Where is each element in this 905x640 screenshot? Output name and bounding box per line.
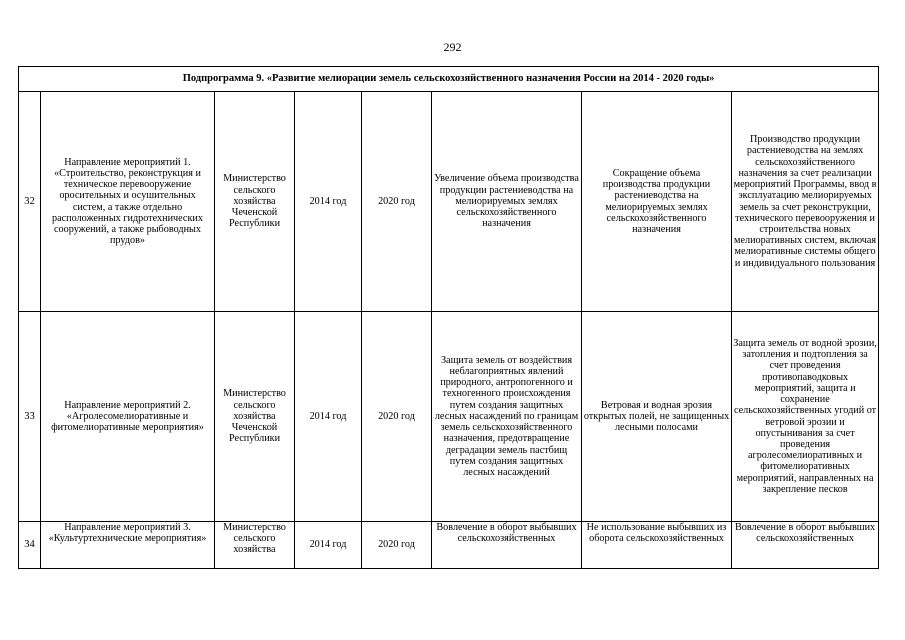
start-year-cell: 2014 год bbox=[295, 522, 362, 569]
table-row bbox=[19, 92, 879, 312]
result-cell: Увеличение объема производства продукции растениеводства на мелиорируемых землях сельскохозяйственного назначения bbox=[432, 92, 582, 312]
end-year-cell: 2020 год bbox=[362, 312, 432, 522]
direction-cell: Направление мероприятий 1. «Строительство, реконструкция и техническое перевооружение оросительных и осушительных систем, а также отдельно расположенных гидротехнических сооружений, а также рыбоводных прудов» bbox=[41, 92, 215, 312]
page-number: 292 bbox=[443, 40, 462, 54]
end-year-cell: 2020 год bbox=[362, 522, 432, 569]
executor-cell: Министерство сельского хозяйства Чеченской Республики bbox=[215, 92, 295, 312]
consequence-cell bbox=[582, 522, 732, 569]
direction-cell bbox=[41, 522, 215, 569]
direction-text: Направление мероприятий 3. «Культуртехнические мероприятия» bbox=[48, 522, 207, 545]
consequence-cell: Сокращение объема производства продукции растениеводства на мелиорируемых землях сельскохозяйственного назначения bbox=[582, 92, 732, 312]
end-year-cell: 2020 год bbox=[362, 92, 432, 312]
executor-cell bbox=[215, 522, 295, 569]
result-cell bbox=[432, 522, 582, 569]
subprogram-title-row bbox=[19, 67, 879, 92]
indicator-cell: Защита земель от водной эрозии, затопления и подтопления за счет проведения противопаводковых мероприятий, защита и сохранение сельскохозяйственных угодий от ветровой эрозии и опустынивания за счет проведения агролесомелиоративных и фитомелиоративных мероприятий, направленных на закрепление песков bbox=[732, 312, 879, 522]
table-row bbox=[19, 312, 879, 522]
consequence-cell: Ветровая и водная эрозия открытых полей, не защищенных лесными полосами bbox=[582, 312, 732, 522]
start-year-cell: 2014 год bbox=[295, 312, 362, 522]
result-text: Вовлечение в оборот выбывших сельскохозяйственных bbox=[436, 522, 577, 545]
indicator-cell bbox=[732, 522, 879, 569]
program-table bbox=[18, 66, 879, 569]
direction-cell: Направление мероприятий 2. «Агролесомелиоративные и фитомелиоративные мероприятия» bbox=[41, 312, 215, 522]
subprogram-title: Подпрограмма 9. «Развитие мелиорации земель сельскохозяйственного назначения России на 2014 - 2020 годы» bbox=[19, 67, 879, 92]
row-number: 34 bbox=[19, 522, 41, 569]
executor-cell: Министерство сельского хозяйства Чеченской Республики bbox=[215, 312, 295, 522]
start-year-cell: 2014 год bbox=[295, 92, 362, 312]
indicator-cell: Производство продукции растениеводства на землях сельскохозяйственного назначения за счет реализации мероприятий Программы, ввод в эксплуатацию мелиорируемых земель за счет реконструкции, технического перевооружения и строительства новых мелиоративных систем, включая мелиоративные системы общего и индивидуального пользования bbox=[732, 92, 879, 312]
indicator-text: Вовлечение в оборот выбывших сельскохозяйственных bbox=[734, 522, 876, 545]
row-number: 32 bbox=[19, 92, 41, 312]
executor-text: Министерство сельского хозяйства bbox=[223, 522, 286, 556]
consequence-text: Не использование выбывших из оборота сельскохозяйственных bbox=[586, 522, 727, 545]
table-row bbox=[19, 522, 879, 569]
row-number: 33 bbox=[19, 312, 41, 522]
result-cell: Защита земель от воздействия неблагоприятных явлений природного, антропогенного и техногенного происхождения путем создания защитных лесных насаждений по границам земель сельскохозяйственного назначения, предотвращение деградации земель пастбищ путем создания защитных лесных насаждений bbox=[432, 312, 582, 522]
